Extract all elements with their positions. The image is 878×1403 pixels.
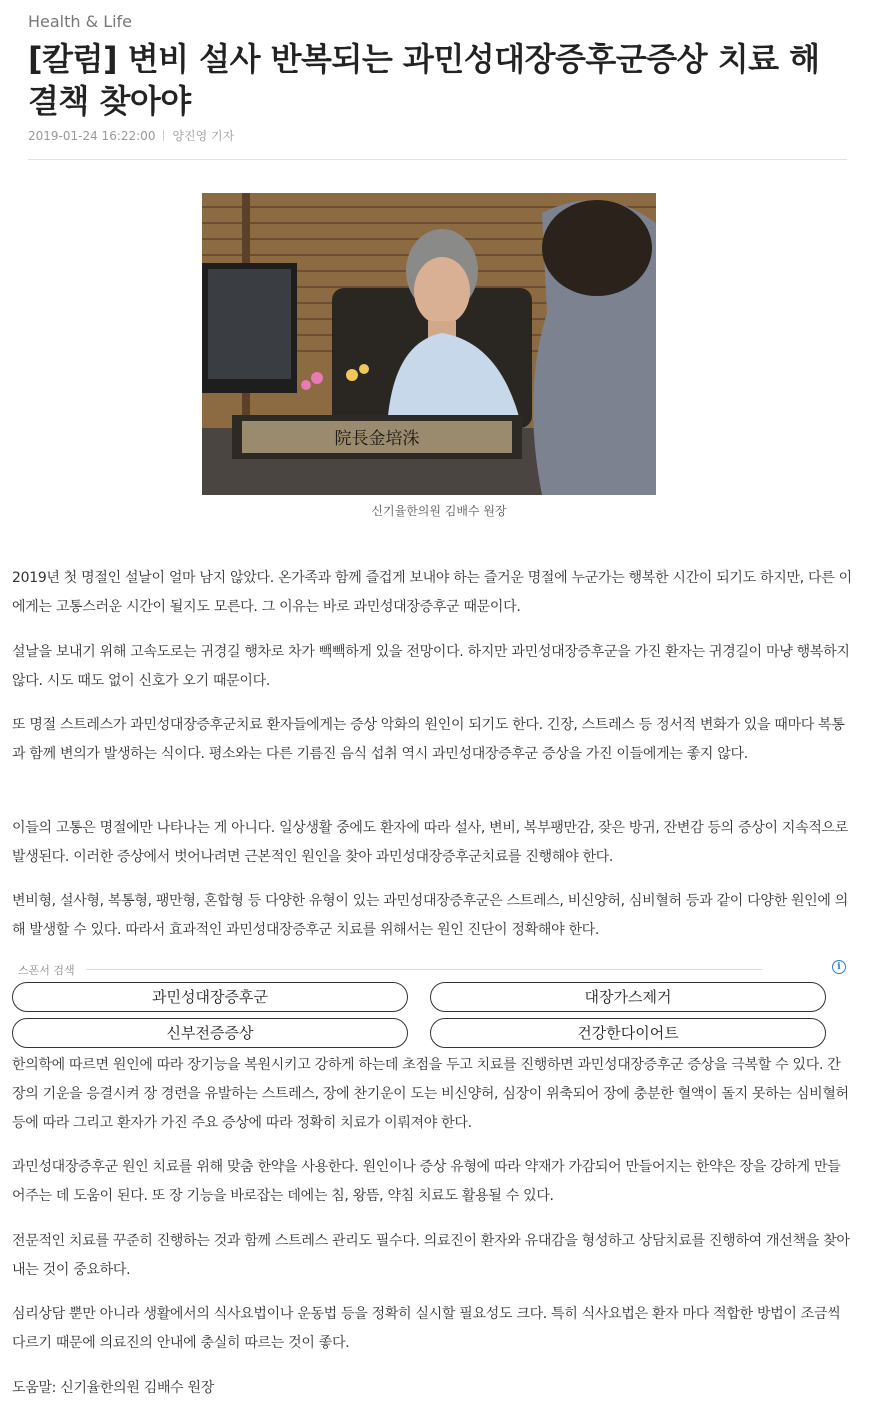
- publish-date: 2019-01-24 16:22:00: [28, 129, 156, 143]
- article-paragraph: 심리상담 뿐만 아니라 생활에서의 식사요법이나 운동법 등을 정확히 실시할 필요성도 크다. 특히 식사요법은 환자 마다 적합한 방법이 조금씩 다르기 때문에 의료진의 안내에 충실히 따르는 것이 좋다.: [12, 1306, 841, 1351]
- photo-caption: 신기율한의원 김배수 원장: [371, 504, 507, 518]
- meta-divider: [163, 130, 164, 141]
- article-credit: 도움말: 신기율한의원 김배수 원장: [12, 1380, 215, 1396]
- nameplate-text: 院長金培洙: [334, 429, 420, 449]
- sponsored-search-label: 스폰서 검색: [18, 964, 75, 977]
- ad-keyword-button[interactable]: 과민성대장증후군: [12, 982, 408, 1012]
- info-icon[interactable]: i: [832, 960, 846, 974]
- article-meta: [28, 127, 234, 144]
- ad-keyword-button[interactable]: 건강한다이어트: [430, 1018, 826, 1048]
- article-paragraph: 또 명절 스트레스가 과민성대장증후군치료 환자들에게는 증상 악화의 원인이 되기도 한다. 긴장, 스트레스 등 정서적 변화가 있을 때마다 복통과 함께 변의가 발생하는 식이다. 평소와는 다른 기름진 음식 섭취 역시 과민성대장증후군 증상을 가진 이들에게는 좋지 않다.: [12, 717, 845, 762]
- article-paragraph: 이들의 고통은 명절에만 나타나는 게 아니다. 일상생활 중에도 환자에 따라 설사, 변비, 복부팽만감, 잦은 방귀, 잔변감 등의 증상이 지속적으로 발생된다. 이러한 증상에서 벗어나려면 근본적인 원인을 찾아 과민성대장증후군치료를 진행해야 한다.: [12, 820, 848, 865]
- article-photo: [202, 193, 656, 495]
- article-title: [칼럼] 변비 설사 반복되는 과민성대장증후군증상 치료 해결책 찾아야: [28, 40, 820, 120]
- section-label[interactable]: Health & Life: [28, 12, 133, 31]
- header-divider: [28, 159, 847, 160]
- article-paragraph: 2019년 첫 명절인 설날이 얼마 남지 않았다. 온가족과 함께 즐겁게 보내야 하는 즐거운 명절에 누군가는 행복한 시간이 되기도 하지만, 다른 이에게는 고통스러운 시간이 될지도 모른다. 그 이유는 바로 과민성대장증후군 때문이다.: [12, 570, 852, 615]
- article-paragraph: 변비형, 설사형, 복통형, 팽만형, 혼합형 등 다양한 유형이 있는 과민성대장증후군은 스트레스, 비신양허, 심비혈허 등과 같이 다양한 원인에 의해 발생할 수 있다. 따라서 효과적인 과민성대장증후군 치료를 위해서는 원인 진단이 정확해야 한다.: [12, 893, 848, 938]
- article-paragraph: 과민성대장증후군 원인 치료를 위해 맞춤 한약을 사용한다. 원인이나 증상 유형에 따라 약재가 가감되어 만들어지는 한약은 장을 강하게 만들어주는 데 도움이 된다. 또 장 기능을 바로잡는 데에는 침, 왕뜸, 약침 치료도 활용될 수 있다.: [12, 1159, 841, 1204]
- article-paragraph: 전문적인 치료를 꾸준히 진행하는 것과 함께 스트레스 관리도 필수다. 의료진이 환자와 유대감을 형성하고 상담치료를 진행하여 개선책을 찾아내는 것이 중요하다.: [12, 1233, 850, 1278]
- ad-keyword-button[interactable]: 대장가스제거: [430, 982, 826, 1012]
- ad-keyword-button[interactable]: 신부전증증상: [12, 1018, 408, 1048]
- article-paragraph: 한의학에 따르면 원인에 따라 장기능을 복원시키고 강하게 하는데 초점을 두고 치료를 진행하면 과민성대장증후군 증상을 극복할 수 있다. 간장의 기운을 응결시켜 장 경련을 유발하는 스트레스, 장에 찬기운이 도는 비신양허, 심장이 위축되어 장에 충분한 혈액이 돌지 못하는 심비혈허 등에 따라 그리고 환자가 가진 주요 증상에 따라 정확히 치료가 이뤄져야 한다.: [12, 1057, 849, 1131]
- reporter-name: 양진영 기자: [172, 129, 235, 143]
- article-paragraph: 설날을 보내기 위해 고속도로는 귀경길 행차로 차가 빽빽하게 있을 전망이다. 하지만 과민성대장증후군을 가진 환자는 귀경길이 마냥 행복하지 않다. 시도 때도 없이 신호가 오기 때문이다.: [12, 644, 850, 689]
- sponsored-divider: [86, 969, 763, 970]
